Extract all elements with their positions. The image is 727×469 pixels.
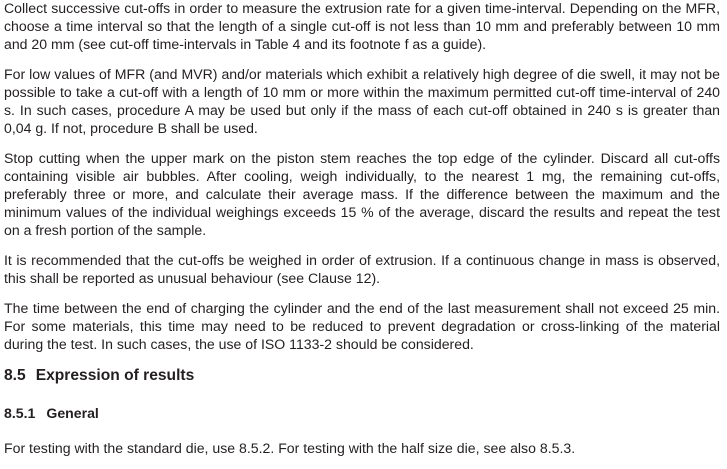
paragraph-cut-off-collection: Collect successive cut-offs in order to measure the extrusion rate for a given time-interval. Depending on the MFR, choose a time interval so that the length of a single cut-off is not less than 10 mm and preferably between 10 mm and 20 mm (see cut-off time-intervals in Table 4 and its footnote f as a guide). xyxy=(4,0,720,52)
paragraph-low-mfr: For low values of MFR (and MVR) and/or materials which exhibit a relatively high degree of die swell, it may not be possible to take a cut-off with a length of 10 mm or more within the maximum permitted cut-off time-interval of 240 s. In such cases, procedure A may be used but only if the mass of each cut-off obtained in 240 s is greater than 0,04 g. If not, procedure B shall be used. xyxy=(4,66,720,136)
subsection-title: General xyxy=(46,405,99,421)
paragraph-die-testing: For testing with the standard die, use 8.5.2. For testing with the half size die, see also 8.5.3. xyxy=(4,440,576,456)
paragraph-weigh-order: It is recommended that the cut-offs be weighed in order of extrusion. If a continuous change in mass is observed, this shall be reported as unusual behaviour (see Clause 12). xyxy=(4,252,720,286)
subsection-number: 8.5.1 xyxy=(4,405,36,421)
section-heading xyxy=(4,366,720,386)
document-page xyxy=(4,0,720,469)
paragraph-stop-cutting: Stop cutting when the upper mark on the piston stem reaches the top edge of the cylinder. Discard all cut-offs containing visible air bubbles. After cooling, weigh individually, to the nearest 1 mg, the remaining cut-offs, preferably three or more, and calculate their average mass. If the difference between the maximum and the minimum values of the individual weighings exceeds 15 % of the average, discard the results and repeat the test on a fresh portion of the sample. xyxy=(4,150,720,238)
paragraph-time-limit: The time between the end of charging the cylinder and the end of the last measurement shall not exceed 25 min. For some materials, this time may need to be reduced to prevent degradation or cross-linking of the material during the test. In such cases, the use of ISO 1133-2 should be considered. xyxy=(4,300,720,352)
subsection-heading xyxy=(4,404,720,422)
section-number: 8.5 xyxy=(4,367,26,384)
section-title: Expression of results xyxy=(35,367,195,384)
